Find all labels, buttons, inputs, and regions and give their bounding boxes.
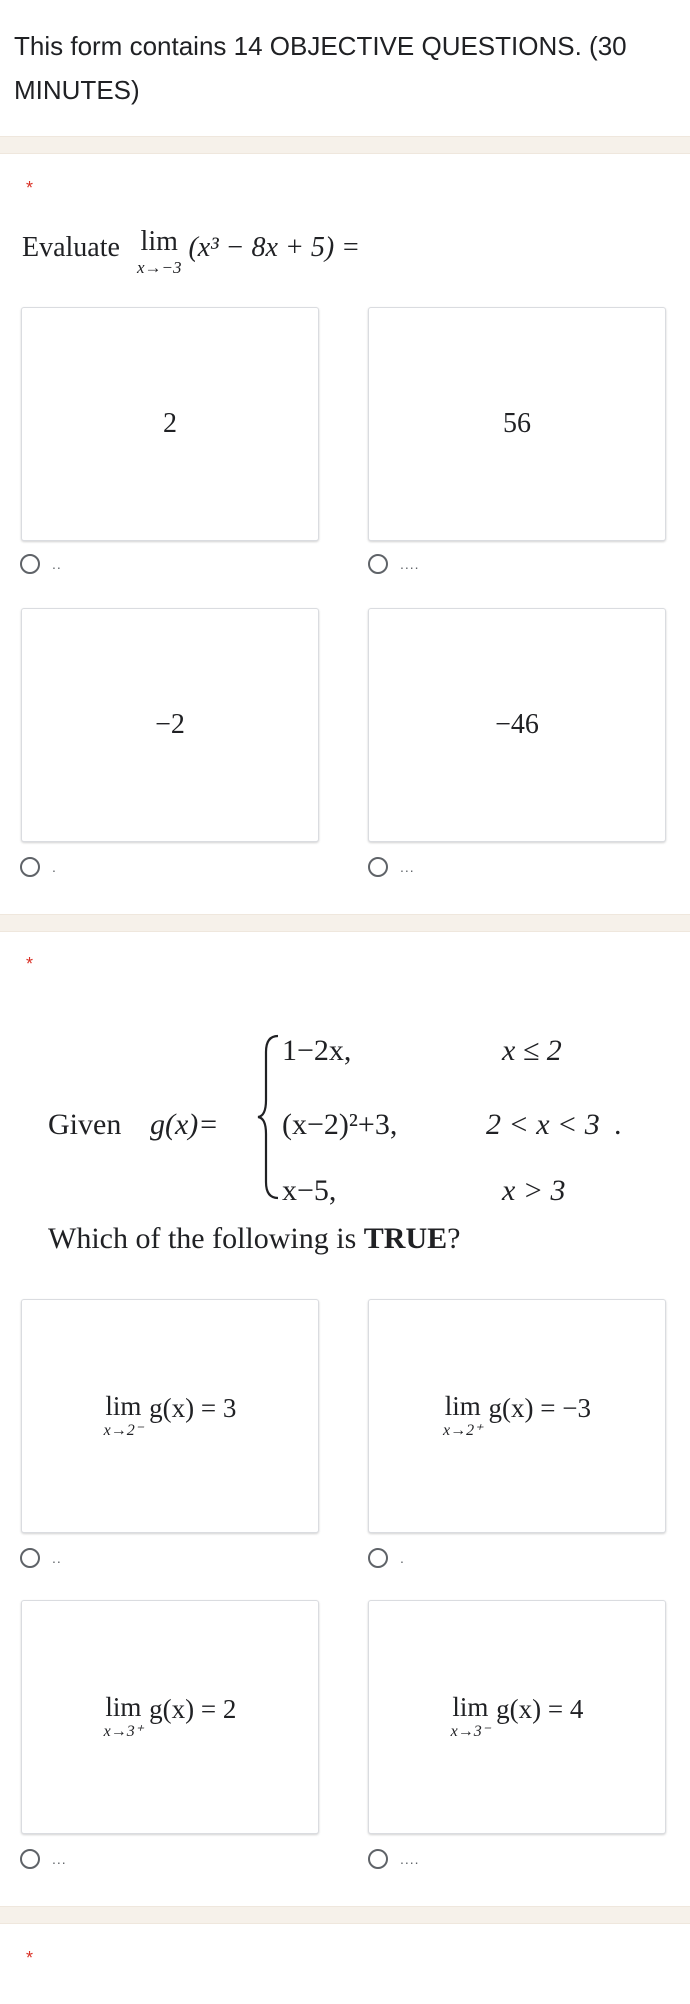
option-label: .... <box>400 556 420 572</box>
required-asterisk: * <box>26 954 34 974</box>
option-label: ... <box>52 1851 67 1867</box>
left-brace <box>256 1032 282 1202</box>
lim-subscript: x→3⁺ <box>103 1723 144 1740</box>
option-radio-row-2[interactable] <box>368 554 420 574</box>
radio-button[interactable] <box>368 1548 388 1568</box>
question-1-prompt <box>22 228 360 288</box>
option-value: −2 <box>155 709 185 740</box>
limit-operator <box>443 1393 483 1439</box>
option-radio-row-1[interactable] <box>20 554 62 574</box>
lim-subscript: x→2⁺ <box>443 1422 483 1439</box>
piecewise-definition <box>148 1024 648 1207</box>
option-value: 2 <box>163 408 177 439</box>
radio-button[interactable] <box>368 857 388 877</box>
case-2-expr: (x−2)²+3, <box>282 1108 398 1141</box>
limit-statement <box>104 1393 237 1439</box>
given-word: Given <box>48 1108 122 1141</box>
limit-statement <box>451 1694 584 1740</box>
option-label: . <box>400 1550 405 1566</box>
option-label: .... <box>400 1851 420 1867</box>
lim-word: lim <box>452 1692 489 1722</box>
option-label: .. <box>52 556 62 572</box>
option-label: ... <box>400 859 415 875</box>
option-card-3[interactable] <box>21 1600 319 1834</box>
radio-button[interactable] <box>20 1849 40 1869</box>
limit-operator <box>137 228 182 276</box>
option-card-3[interactable] <box>21 608 319 842</box>
case-1-cond: x ≤ 2 <box>502 1034 562 1067</box>
option-card-1[interactable] <box>21 307 319 541</box>
limit-operator <box>104 1393 144 1439</box>
case-3-cond: x > 3 <box>502 1174 566 1207</box>
option-radio-row-2[interactable] <box>368 1548 405 1568</box>
limit-operator <box>451 1694 491 1740</box>
section-divider <box>0 136 690 154</box>
limit-rhs: g(x) = 4 <box>496 1694 584 1724</box>
lim-word: lim <box>105 1391 142 1421</box>
option-radio-row-4[interactable] <box>368 1849 420 1869</box>
limit-operator <box>104 1694 144 1740</box>
definition-period: . <box>614 1108 622 1141</box>
which-text: Which of the following is <box>48 1222 357 1255</box>
option-radio-row-3[interactable] <box>20 857 57 877</box>
limit-rhs: g(x) = 2 <box>149 1694 237 1724</box>
lim-word: lim <box>140 226 178 257</box>
option-card-2[interactable] <box>368 307 666 541</box>
option-radio-row-3[interactable] <box>20 1849 67 1869</box>
required-asterisk: * <box>26 1948 34 1968</box>
section-divider <box>0 914 690 932</box>
option-card-1[interactable] <box>21 1299 319 1533</box>
radio-button[interactable] <box>20 554 40 574</box>
prompt-word: Evaluate <box>22 232 120 263</box>
limit-statement <box>104 1694 237 1740</box>
option-card-4[interactable] <box>368 1600 666 1834</box>
lim-subscript: x→−3 <box>136 258 182 277</box>
section-divider <box>0 1906 690 1924</box>
lim-subscript: x→2⁻ <box>103 1422 144 1439</box>
limit-rhs: g(x) = 3 <box>149 1393 237 1423</box>
case-3-expr: x−5, <box>282 1174 337 1207</box>
radio-button[interactable] <box>20 1548 40 1568</box>
which-bold: TRUE <box>363 1222 448 1255</box>
option-label: . <box>52 859 57 875</box>
radio-button[interactable] <box>368 1849 388 1869</box>
option-label: .. <box>52 1550 62 1566</box>
case-1-expr: 1−2x, <box>282 1034 352 1067</box>
lim-subscript: x→3⁻ <box>450 1723 491 1740</box>
option-card-2[interactable] <box>368 1299 666 1533</box>
limit-statement <box>443 1393 591 1439</box>
option-value: 56 <box>503 408 531 439</box>
option-radio-row-1[interactable] <box>20 1548 62 1568</box>
lim-word: lim <box>444 1391 481 1421</box>
form-description: This form contains 14 OBJECTIVE QUESTIONS. (30 MINUTES) <box>14 31 627 105</box>
option-radio-row-4[interactable] <box>368 857 415 877</box>
radio-button[interactable] <box>368 554 388 574</box>
limit-rhs: g(x) = −3 <box>488 1393 591 1423</box>
which-end: ? <box>447 1222 461 1255</box>
radio-button[interactable] <box>20 857 40 877</box>
lim-word: lim <box>105 1692 142 1722</box>
question-2-prompt <box>48 1222 460 1256</box>
option-card-4[interactable] <box>368 608 666 842</box>
case-2-cond: 2 < x < 3 <box>486 1108 600 1141</box>
required-asterisk: * <box>26 178 34 198</box>
limit-expression: (x³ − 8x + 5) = <box>188 232 361 263</box>
function-lhs: g(x)= <box>150 1108 219 1141</box>
option-value: −46 <box>495 709 539 740</box>
